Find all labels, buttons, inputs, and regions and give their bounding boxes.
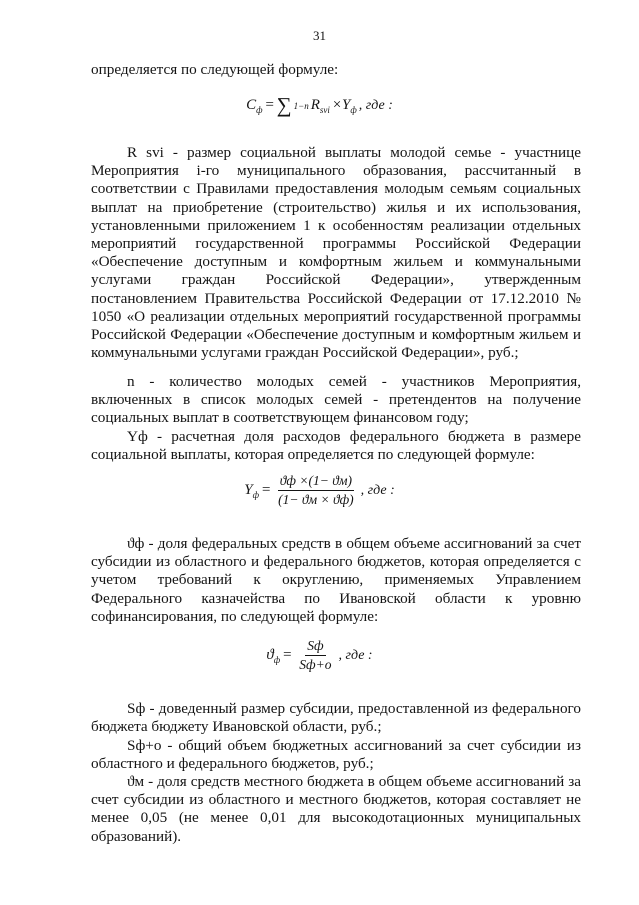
intro-text: определяется по следующей формуле: — [91, 61, 339, 78]
formula2-denominator: (1− ϑм × ϑф) — [278, 492, 354, 507]
formula2-numerator: ϑф ×(1− ϑм) — [278, 473, 354, 491]
definition-rsvi: R svi - размер социальной выплаты молодой семье - участнице Мероприятия i-го муниципального образования, рассчитанный в соответствии с Правилами предоставления молодым семьям социальных выплат на приобретение (строительство) жилья и их использования, установленными приложением 1 к особенностям реализации отдельных мероприятий государственной программы Российской Федерации «Обеспечение доступным и комфортным жильем и коммунальными услугами граждан Российской Федерации», утвержденным постановлением Правительства Российской Федерации от 17.12.2010 № 1050 «О реализации отдельных мероприятий государственной программы Российской Федерации «Обеспечение доступным и комфортным жильем и коммунальными услугами граждан Российской Федерации», руб.; — [91, 144, 581, 362]
formula2-lhs: $Y_ф$ — [244, 481, 259, 500]
definition-n: n - количество молодых семей - участников Мероприятия, включенных в список молодых семей - претендентов на получение социальных выплат в соответствующем финансовом году; — [91, 373, 581, 427]
formula-federal-share: $Y_ф$ = $\frac{ϑф \times(1- ϑм)}{(1- ϑм \times ϑф)}$ , где : — [244, 473, 395, 507]
formula1-sum-sign: ∑ — [276, 93, 292, 117]
formula3-lhs: $ϑ_ф$ — [266, 646, 281, 665]
formula2-fraction — [276, 473, 356, 508]
page-number: 31 — [313, 28, 326, 43]
formula-social-payment — [0, 93, 639, 118]
formula1-lhs: $C_ф$ — [246, 96, 263, 115]
definition-theta-m: ϑм - доля средств местного бюджета в общем объеме ассигнований за счет субсидии из областного и местного бюджетов, которая составляет не менее 0,05 (не менее 0,01 для высокодотационных муниципальных образований). — [91, 773, 581, 845]
formula1-term: $R_{svi}$ — [310, 96, 330, 115]
formula3-tail: , где : — [338, 647, 373, 663]
formula3-fraction — [297, 638, 333, 673]
formula1-eq: = — [264, 97, 275, 113]
formula1-times: $\times Y_ф$ — [331, 96, 357, 115]
formula2-tail: , где : — [360, 482, 395, 498]
definition-yf: Yф - расчетная доля расходов федерального бюджета в размере социальной выплаты, которая определяется по следующей формуле: — [91, 428, 581, 464]
formula-theta-f: $ϑ_ф$ = $\frac{Sф}{Sф+о}$ , где : — [266, 638, 373, 672]
formula3-denominator: Sф+о — [299, 657, 332, 672]
formula3-numerator: Sф — [305, 638, 325, 656]
formula1-tail: , где : — [358, 97, 393, 113]
definition-theta-f: ϑф - доля федеральных средств в общем объеме ассигнований за счет субсидии из областного и федерального бюджетов, которая определяется с учетом требований к округлению, применяемых Управлением Федерального казначейства по Ивановской области к уровню софинансирования, по следующей формуле: — [91, 535, 581, 625]
definition-sfo: Sф+о - общий объем бюджетных ассигнований за счет субсидии из областного и федерального бюджетов, руб.; — [91, 737, 581, 773]
formula1-sum-range: 1−n — [293, 100, 309, 111]
definition-sf: Sф - доведенный размер субсидии, предоставленной из федерального бюджета бюджету Ивановской области, руб.; — [91, 700, 581, 736]
